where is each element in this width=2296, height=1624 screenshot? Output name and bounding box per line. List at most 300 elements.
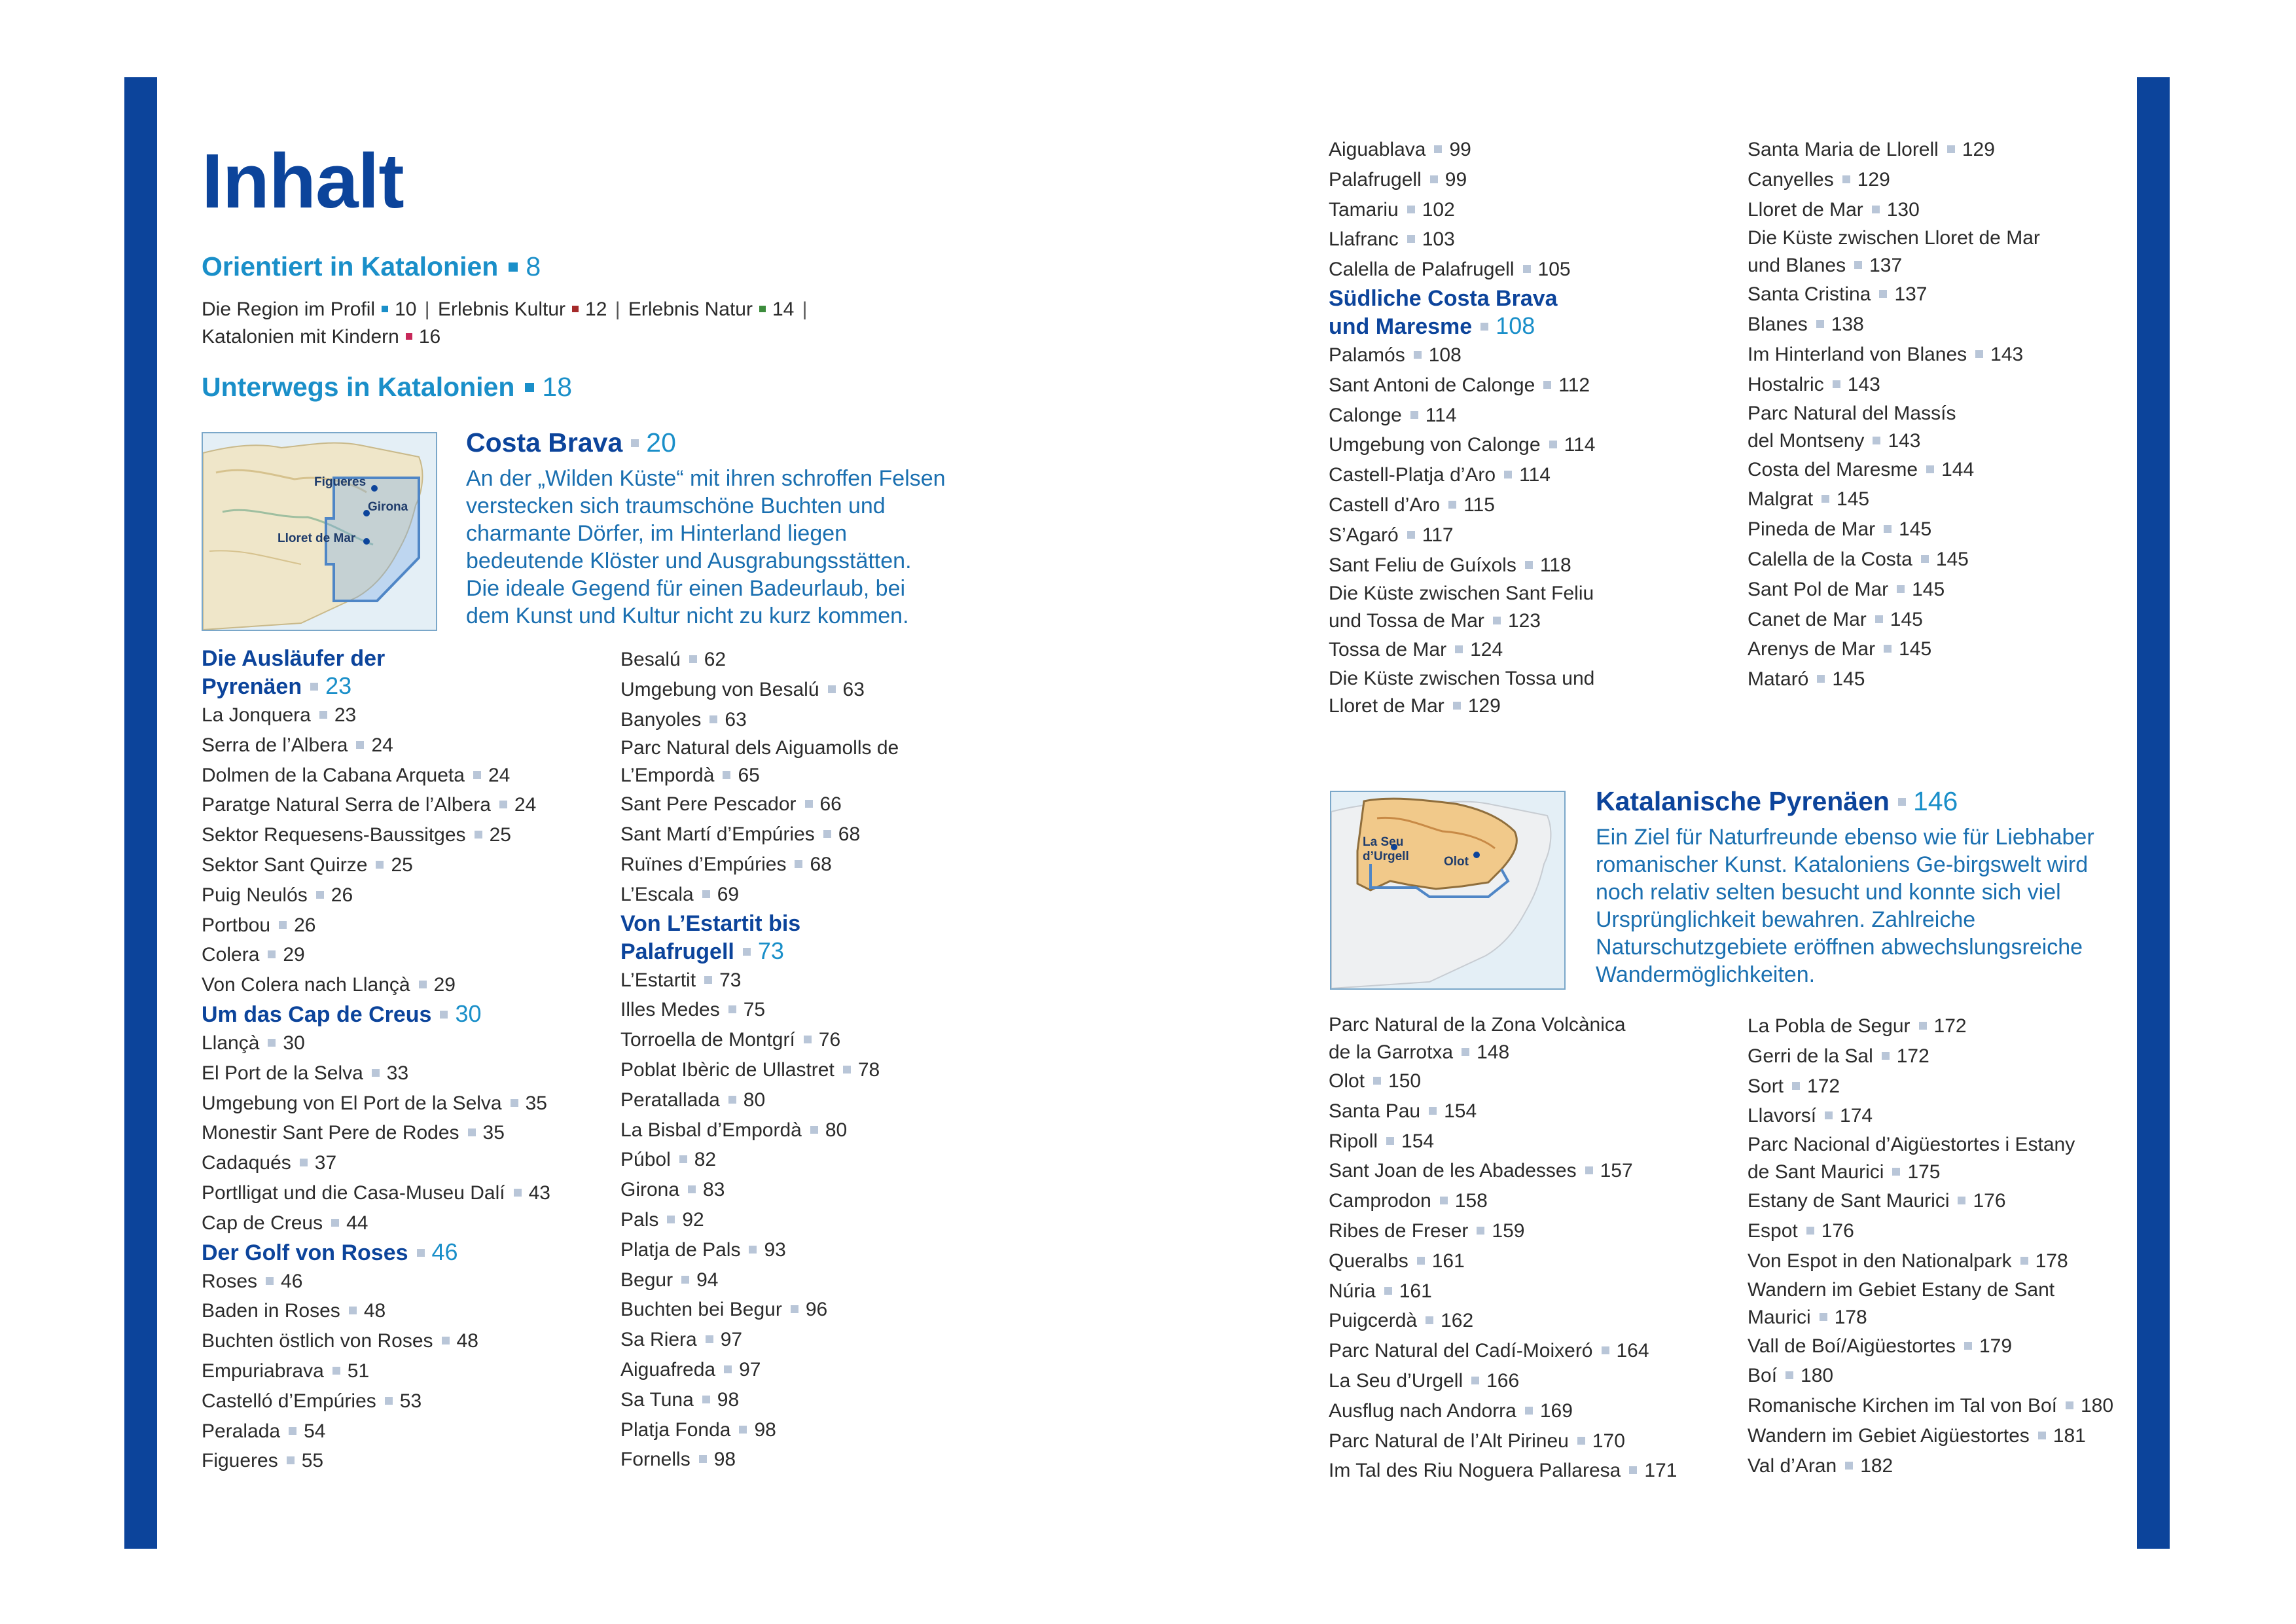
page-marker-icon [1373,1077,1381,1085]
toc-entry: Sant Martí d’Empúries 68 [620,823,861,846]
page-marker-icon [709,715,717,723]
page-number: 130 [1886,198,1920,221]
toc-entry: Besalú 62 [620,649,726,670]
section-heading-unterwegs: Unterwegs in Katalonien 18 [202,372,573,402]
page-number: 108 [1496,312,1535,339]
toc-entry: Monestir Sant Pere de Rodes 35 [202,1122,505,1144]
toc-entry: Buchten östlich von Roses 48 [202,1330,478,1352]
page-number: 30 [455,1000,482,1027]
page-number: 179 [1979,1335,2013,1357]
page-marker-icon [1525,561,1533,569]
toc-entry: Girona 83 [620,1179,725,1201]
toc-column-5 [1329,1011,1677,1486]
page-number: 97 [739,1358,761,1380]
costa-brava-heading: Costa Brava 20 [466,427,676,458]
page-marker-icon [843,1066,851,1074]
page-number: 98 [713,1449,736,1471]
toc-entry: Arenys de Mar 145 [1748,638,1932,660]
page-marker-icon [743,948,751,956]
page-number: 99 [1449,139,1471,160]
orientiert-subsection-item [628,298,794,320]
toc-entry: Parc Natural del Massís del Montseny 143 [1748,402,1956,452]
page-number: 69 [717,883,740,905]
toc-entry: Sant Pere Pescador 66 [620,793,842,816]
toc-entry: Canyelles 129 [1748,168,1890,190]
page-marker-icon [1958,1197,1965,1204]
toc-entry: Ribes de Freser 159 [1329,1219,1525,1242]
page-marker-icon [1549,441,1557,448]
subsection-label: Erlebnis Kultur [437,298,566,320]
page-marker-icon [1430,175,1438,183]
page-marker-icon [1947,145,1955,153]
page-number: 46 [431,1238,458,1265]
page-number: 76 [818,1029,841,1051]
page-number: 172 [1933,1015,1967,1037]
page-number: 123 [1507,610,1541,632]
toc-entry: Queralbs 161 [1329,1250,1465,1272]
page-marker-icon [511,1099,518,1107]
page-number: 150 [1388,1070,1422,1092]
page-number: 26 [294,914,316,936]
pyrenees-description: Ein Ziel für Naturfreunde ebenso wie für Liebhaber romanischer Kunst. Kataloniens Ge-birgswelt wird noch relativ selten besucht und konnte sich viel Ursprünglichkeit bewahren. Zahlreiche Naturschutzgebiete eröffnen abwechslungsreiche Wandermöglichkeiten. [1596,825,2094,987]
page-marker-icon [1964,1342,1972,1350]
toc-entry: Begur 94 [620,1269,719,1291]
page-number: 176 [1821,1219,1854,1242]
page-marker-icon [279,921,287,929]
toc-entry: Púbol 82 [620,1149,717,1171]
page-number: 51 [347,1360,370,1382]
toc-entry: Costa del Maresme 144 [1748,458,1975,480]
page-marker-icon [499,801,507,808]
page-marker-icon [1820,1313,1827,1321]
page-number: 93 [764,1238,786,1261]
toc-entry: La Pobla de Segur 172 [1748,1015,1967,1037]
page-marker-icon [805,800,813,808]
page-number: 14 [772,298,795,320]
page-number: 137 [1894,283,1928,306]
page-number: 65 [738,765,760,787]
toc-entry: Ripoll 154 [1329,1130,1435,1152]
page-number: 43 [528,1182,550,1204]
toc-entry: Romanische Kirchen im Tal von Boí 180 [1748,1395,2114,1417]
page-marker-icon [1410,411,1418,419]
page-marker-icon [268,1039,276,1047]
page-marker-icon [1872,206,1880,213]
page-marker-icon [1455,645,1463,653]
map-label-lloret: Lloret de Mar [278,532,356,545]
page-number: 138 [1831,314,1864,336]
page-marker-icon [1417,1257,1425,1265]
page-number: 162 [1441,1310,1474,1332]
page-number: 10 [395,298,417,320]
page-marker-icon [1504,471,1512,478]
page-number: 35 [482,1122,505,1144]
toc-entry: Tossa de Mar 124 [1329,639,1503,661]
page-marker-icon [1471,1377,1479,1384]
page-number: 62 [704,649,726,670]
page-number: 169 [1539,1399,1573,1422]
toc-entry: Wandern im Gebiet Aigüestortes 181 [1748,1424,2086,1447]
page-number: 80 [825,1119,848,1141]
subsection-label: Katalonien mit Kindern [202,326,399,348]
page-number: 114 [1425,404,1457,426]
page-number: 176 [1973,1190,2006,1212]
page-number: 180 [1801,1365,1834,1387]
toc-entry: El Port de la Selva 33 [202,1062,409,1084]
toc-entry: Aiguafreda 97 [620,1358,761,1380]
category-marker-icon [382,306,388,312]
toc-entry: Gerri de la Sal 172 [1748,1045,1929,1067]
page-number: 46 [281,1270,303,1292]
page-marker-icon [372,1069,380,1077]
page-number: 145 [1912,578,1945,600]
page-marker-icon [1792,1082,1800,1090]
page-marker-icon [688,1185,696,1193]
page-marker-icon [1892,1168,1900,1176]
map-label-la-seu: La Seu d’Urgell [1363,835,1409,863]
toc-entry: Aiguablava 99 [1329,139,1471,160]
orientiert-subsection-item [438,298,607,320]
page-title: Inhalt [202,138,404,225]
page-number: 159 [1492,1219,1525,1242]
toc-entry: Roses 46 [202,1270,303,1292]
toc-entry: Parc Natural dels Aiguamolls de L’Empordà 65 [620,737,899,787]
page-marker-icon [1602,1346,1609,1354]
page-number: 103 [1422,228,1455,251]
page-marker-icon [1407,531,1415,539]
page-number: 23 [325,672,352,699]
page-number: 129 [1467,695,1501,717]
page-number: 157 [1600,1160,1633,1182]
page-number: 124 [1470,639,1503,661]
page-number: 154 [1444,1100,1477,1122]
toc-entry: Llançà 30 [202,1032,305,1054]
page-number: 178 [2035,1250,2068,1272]
toc-entry: Platja Fonda 98 [620,1418,776,1441]
toc-entry: Die Küste zwischen Sant Feliu und Tossa de Mar 123 [1329,583,1594,632]
page-number: 143 [1888,429,1921,452]
page-number: 29 [433,974,456,996]
page-marker-icon [442,1337,450,1344]
page-number: 98 [754,1418,776,1441]
toc-entry: Wandern im Gebiet Estany de Sant Maurici 178 [1748,1278,2055,1328]
page-marker-icon [1879,290,1887,298]
toc-entry: Platja de Pals 93 [620,1238,786,1261]
left-page-edge-bar [124,77,157,1549]
page-marker-icon [1493,617,1501,624]
page-marker-icon [1523,265,1531,273]
toc-entry: Santa Cristina 137 [1748,283,1928,306]
map-label-figueres: Figueres [314,475,367,489]
page-number: 129 [1962,139,1995,160]
page-number: 145 [1837,488,1870,511]
toc-entry: Cadaqués 37 [202,1152,337,1174]
toc-entry: Palafrugell 99 [1329,168,1467,190]
page-number: 78 [857,1058,880,1081]
page-number: 63 [725,708,747,731]
page-number: 170 [1592,1430,1625,1452]
toc-entry: Canet de Mar 145 [1748,608,1923,630]
toc-entry: Calonge 114 [1329,404,1457,426]
page-number: 181 [2053,1424,2086,1447]
page-marker-icon [828,685,836,693]
toc-entry: Illes Medes 75 [620,999,766,1021]
subsection-label: Die Region im Profil [202,298,376,320]
page-number: 97 [720,1329,743,1351]
page-marker-icon [376,861,384,869]
toc-entry: Parc Natural de la Zona Volcànica de la Garrotxa 148 [1329,1014,1626,1063]
page-marker-icon [475,831,482,839]
toc-entry: Calella de Palafrugell 105 [1329,259,1571,281]
page-number: 154 [1401,1130,1435,1152]
page-number: 54 [304,1420,326,1442]
page-marker-icon [689,655,697,663]
page-number: 63 [842,678,865,700]
page-number: 16 [418,326,441,348]
page-number: 98 [717,1388,740,1411]
category-marker-icon [572,306,579,312]
page-marker-icon [1785,1371,1793,1379]
toc-entry: L’Escala 69 [620,883,740,905]
page-marker-icon [723,771,730,779]
page-marker-icon [1897,585,1905,593]
toc-entry: Llavorsí 174 [1748,1105,1873,1127]
page-marker-icon [1585,1166,1593,1174]
page-marker-icon [2038,1432,2046,1439]
page-marker-icon [1440,1197,1448,1204]
page-number: 23 [334,704,357,726]
toc-entry: Portlligat und die Casa-Museu Dalí 43 [202,1182,550,1204]
toc-entry: Umgebung von El Port de la Selva 35 [202,1092,547,1114]
page-marker-icon [810,1126,818,1134]
page-number: 144 [1941,458,1975,480]
page-number: 66 [819,793,842,816]
page-marker-icon [804,1036,812,1043]
page-marker-icon [1921,555,1929,563]
page-marker-icon [419,981,427,988]
toc-entry: Val d’Aran 182 [1748,1454,1893,1477]
toc-entry: Torroella de Montgrí 76 [620,1029,841,1051]
page-number: 108 [1428,344,1462,366]
page-marker-icon [2020,1257,2028,1265]
page-number: 143 [1990,343,2024,365]
toc-entry: Santa Pau 154 [1329,1100,1477,1122]
page-marker-icon [1480,323,1488,331]
page-marker-icon [332,1367,340,1375]
toc-entry: Castell-Platja d’Aro 114 [1329,464,1551,486]
page-number: 75 [743,999,766,1021]
toc-entry: Parc Natural de l’Alt Pirineu 170 [1329,1430,1625,1452]
toc-entry: Sa Riera 97 [620,1329,743,1351]
page-number: 137 [1869,255,1903,277]
page-marker-icon [791,1305,798,1313]
page-number: 37 [314,1152,337,1174]
toc-entry: Peralada 54 [202,1420,326,1442]
page-number: 26 [331,884,353,906]
page-marker-icon [385,1397,393,1405]
page-marker-icon [1525,1407,1533,1415]
page-marker-icon [349,1307,357,1314]
toc-entry: Sant Pol de Mar 145 [1748,578,1945,600]
page-marker-icon [300,1159,308,1166]
page-number: 115 [1463,494,1495,516]
page-number: 25 [391,854,413,876]
page-marker-icon [1543,381,1551,389]
toc-column-1 [202,645,550,1476]
toc-entry: Sa Tuna 98 [620,1388,740,1411]
page-marker-icon [1629,1466,1637,1474]
page-marker-icon [667,1216,675,1223]
toc-entry: Baden in Roses 48 [202,1300,386,1322]
page-marker-icon [1854,261,1862,269]
toc-entry: Portbou 26 [202,914,316,936]
toc-column-2 [620,645,899,1475]
page-number: 24 [488,764,511,786]
toc-entry: L’Estartit 73 [620,969,742,991]
page-number: 161 [1431,1250,1465,1272]
toc-entry: Sort 172 [1748,1075,1840,1097]
toc-entry: La Jonquera 23 [202,704,357,726]
page-marker-icon [1919,1022,1927,1030]
page-marker-icon [1926,465,1934,473]
toc-entry: Espot 176 [1748,1219,1854,1242]
map-label-olot: Olot [1444,855,1469,869]
page-marker-icon [699,1455,707,1463]
toc-entry: Parc Nacional d’Aigüestortes i Estany de Sant Maurici 175 [1748,1134,2075,1183]
page-number: 166 [1486,1369,1520,1392]
page-marker-icon [310,683,318,691]
orientiert-subsection-item [202,326,440,348]
page-marker-icon [1434,145,1442,153]
pyrenees-map-graphic [1331,792,1564,988]
toc-column-4 [1748,135,2040,695]
page-marker-icon [1873,437,1880,444]
page-number: 12 [585,298,607,320]
page-number: 171 [1644,1460,1677,1482]
toc-entry: Lloret de Mar 130 [1748,198,1920,221]
separator: | [609,298,626,320]
page-number: 83 [703,1179,725,1201]
page-marker-icon [268,950,276,958]
page-marker-icon [1817,675,1825,683]
page-number: 145 [1832,668,1865,691]
page-marker-icon [681,1276,689,1284]
separator: | [419,298,435,320]
page-marker-icon [795,860,802,868]
page-marker-icon [724,1365,732,1373]
toc-entry: Estany de Sant Maurici 176 [1748,1190,2006,1212]
toc-entry: Sant Antoni de Calonge 112 [1329,374,1590,396]
toc-region-heading: Von L’Estartit bis Palafrugell 73 [620,911,801,964]
toc-entry: Colera 29 [202,944,305,966]
toc-entry: Ruïnes d’Empúries 68 [620,853,832,875]
toc-entry: Ausflug nach Andorra 169 [1329,1399,1573,1422]
page-number: 118 [1539,554,1571,576]
toc-entry: Peratallada 80 [620,1089,766,1111]
page-marker-icon [1816,320,1824,328]
toc-entry: Die Küste zwischen Tossa und Lloret de Mar 129 [1329,668,1595,717]
page-number: 48 [363,1300,386,1322]
page-marker-icon [2066,1401,2073,1409]
pyrenees-heading: Katalanische Pyrenäen 146 [1596,786,1958,816]
toc-region-heading: Um das Cap de Creus 30 [202,1000,482,1027]
page-marker-icon [1407,206,1415,213]
page-marker-icon [1833,380,1840,388]
page-marker-icon [1882,1052,1890,1060]
page-number: 68 [810,853,832,875]
page-marker-icon [331,1219,339,1227]
page-marker-icon [702,1396,710,1403]
toc-entry: Puig Neulós 26 [202,884,353,906]
toc-entry: Von Colera nach Llançà 29 [202,974,456,996]
toc-entry: Empuriabrava 51 [202,1360,370,1382]
page-number: 30 [283,1032,305,1054]
toc-entry: Die Küste zwischen Lloret de Mar und Blanes 137 [1748,227,2040,277]
toc-entry: Paratge Natural Serra de l’Albera 24 [202,794,537,816]
page-marker-icon [1845,1462,1853,1470]
page-marker-icon [1975,350,1983,358]
toc-entry: Pineda de Mar 145 [1748,518,1932,541]
page-marker-icon [1462,1048,1469,1056]
page-marker-icon [266,1277,274,1285]
page-number: 24 [514,794,537,816]
page-number: 145 [1935,548,1969,570]
costa-brava-description: An der „Wilden Küste“ mit ihren schroffen Felsen verstecken sich traumschöne Buchten und charmante Dörfer, im Hinterland liegen bedeutende Klöster und Ausgrabungsstätten. Die ideale Gegend für einen Badeurlaub, bei dem Kunst und Kultur nicht zu kurz kommen. [466,466,946,628]
page-number: 129 [1857,168,1890,190]
page-number: 99 [1444,168,1467,190]
page-marker-icon [1386,1137,1394,1145]
toc-entry: Castelló d’Empúries 53 [202,1390,422,1412]
page-marker-icon [319,711,327,719]
page-marker-icon [1426,1316,1433,1324]
page-number: 180 [2081,1395,2114,1417]
page-number: 143 [1847,373,1880,395]
page-marker-icon [1414,351,1422,359]
page-number: 178 [1834,1306,1867,1328]
toc-entry: Sektor Sant Quirze 25 [202,854,413,876]
toc-entry: Puigcerdà 162 [1329,1310,1474,1332]
page-marker-icon [440,1011,448,1019]
toc-entry: Tamariu 102 [1329,198,1455,221]
page-marker-icon [1384,1287,1392,1295]
toc-entry: Blanes 138 [1748,314,1864,336]
page-marker-icon [1453,702,1461,710]
page-marker-icon [356,741,364,749]
page-number: 174 [1840,1105,1873,1127]
page-number: 68 [838,823,861,846]
toc-entry: Banyoles 63 [620,708,747,731]
page-marker-icon [287,1456,295,1464]
toc-entry: Sektor Requesens-Baussitges 25 [202,824,511,846]
orientiert-subsection-item [202,298,416,320]
toc-entry: Dolmen de la Cabana Arqueta 24 [202,764,511,786]
page-marker-icon [1407,235,1415,243]
page-marker-icon [1884,645,1892,653]
page-marker-icon [728,1096,736,1104]
page-marker-icon [1842,175,1850,183]
page-number: 172 [1807,1075,1840,1097]
page-number: 82 [694,1149,717,1171]
page-number: 112 [1558,374,1590,396]
toc-entry: La Seu d’Urgell 166 [1329,1369,1520,1392]
page-marker-icon [1806,1227,1814,1235]
toc-entry: Mataró 145 [1748,668,1865,691]
page-number: 73 [757,937,784,964]
page-marker-icon [1477,1227,1484,1235]
page-number: 105 [1537,259,1571,281]
toc-region-heading: Der Golf von Roses 46 [202,1238,458,1265]
page-number: 24 [371,734,393,756]
